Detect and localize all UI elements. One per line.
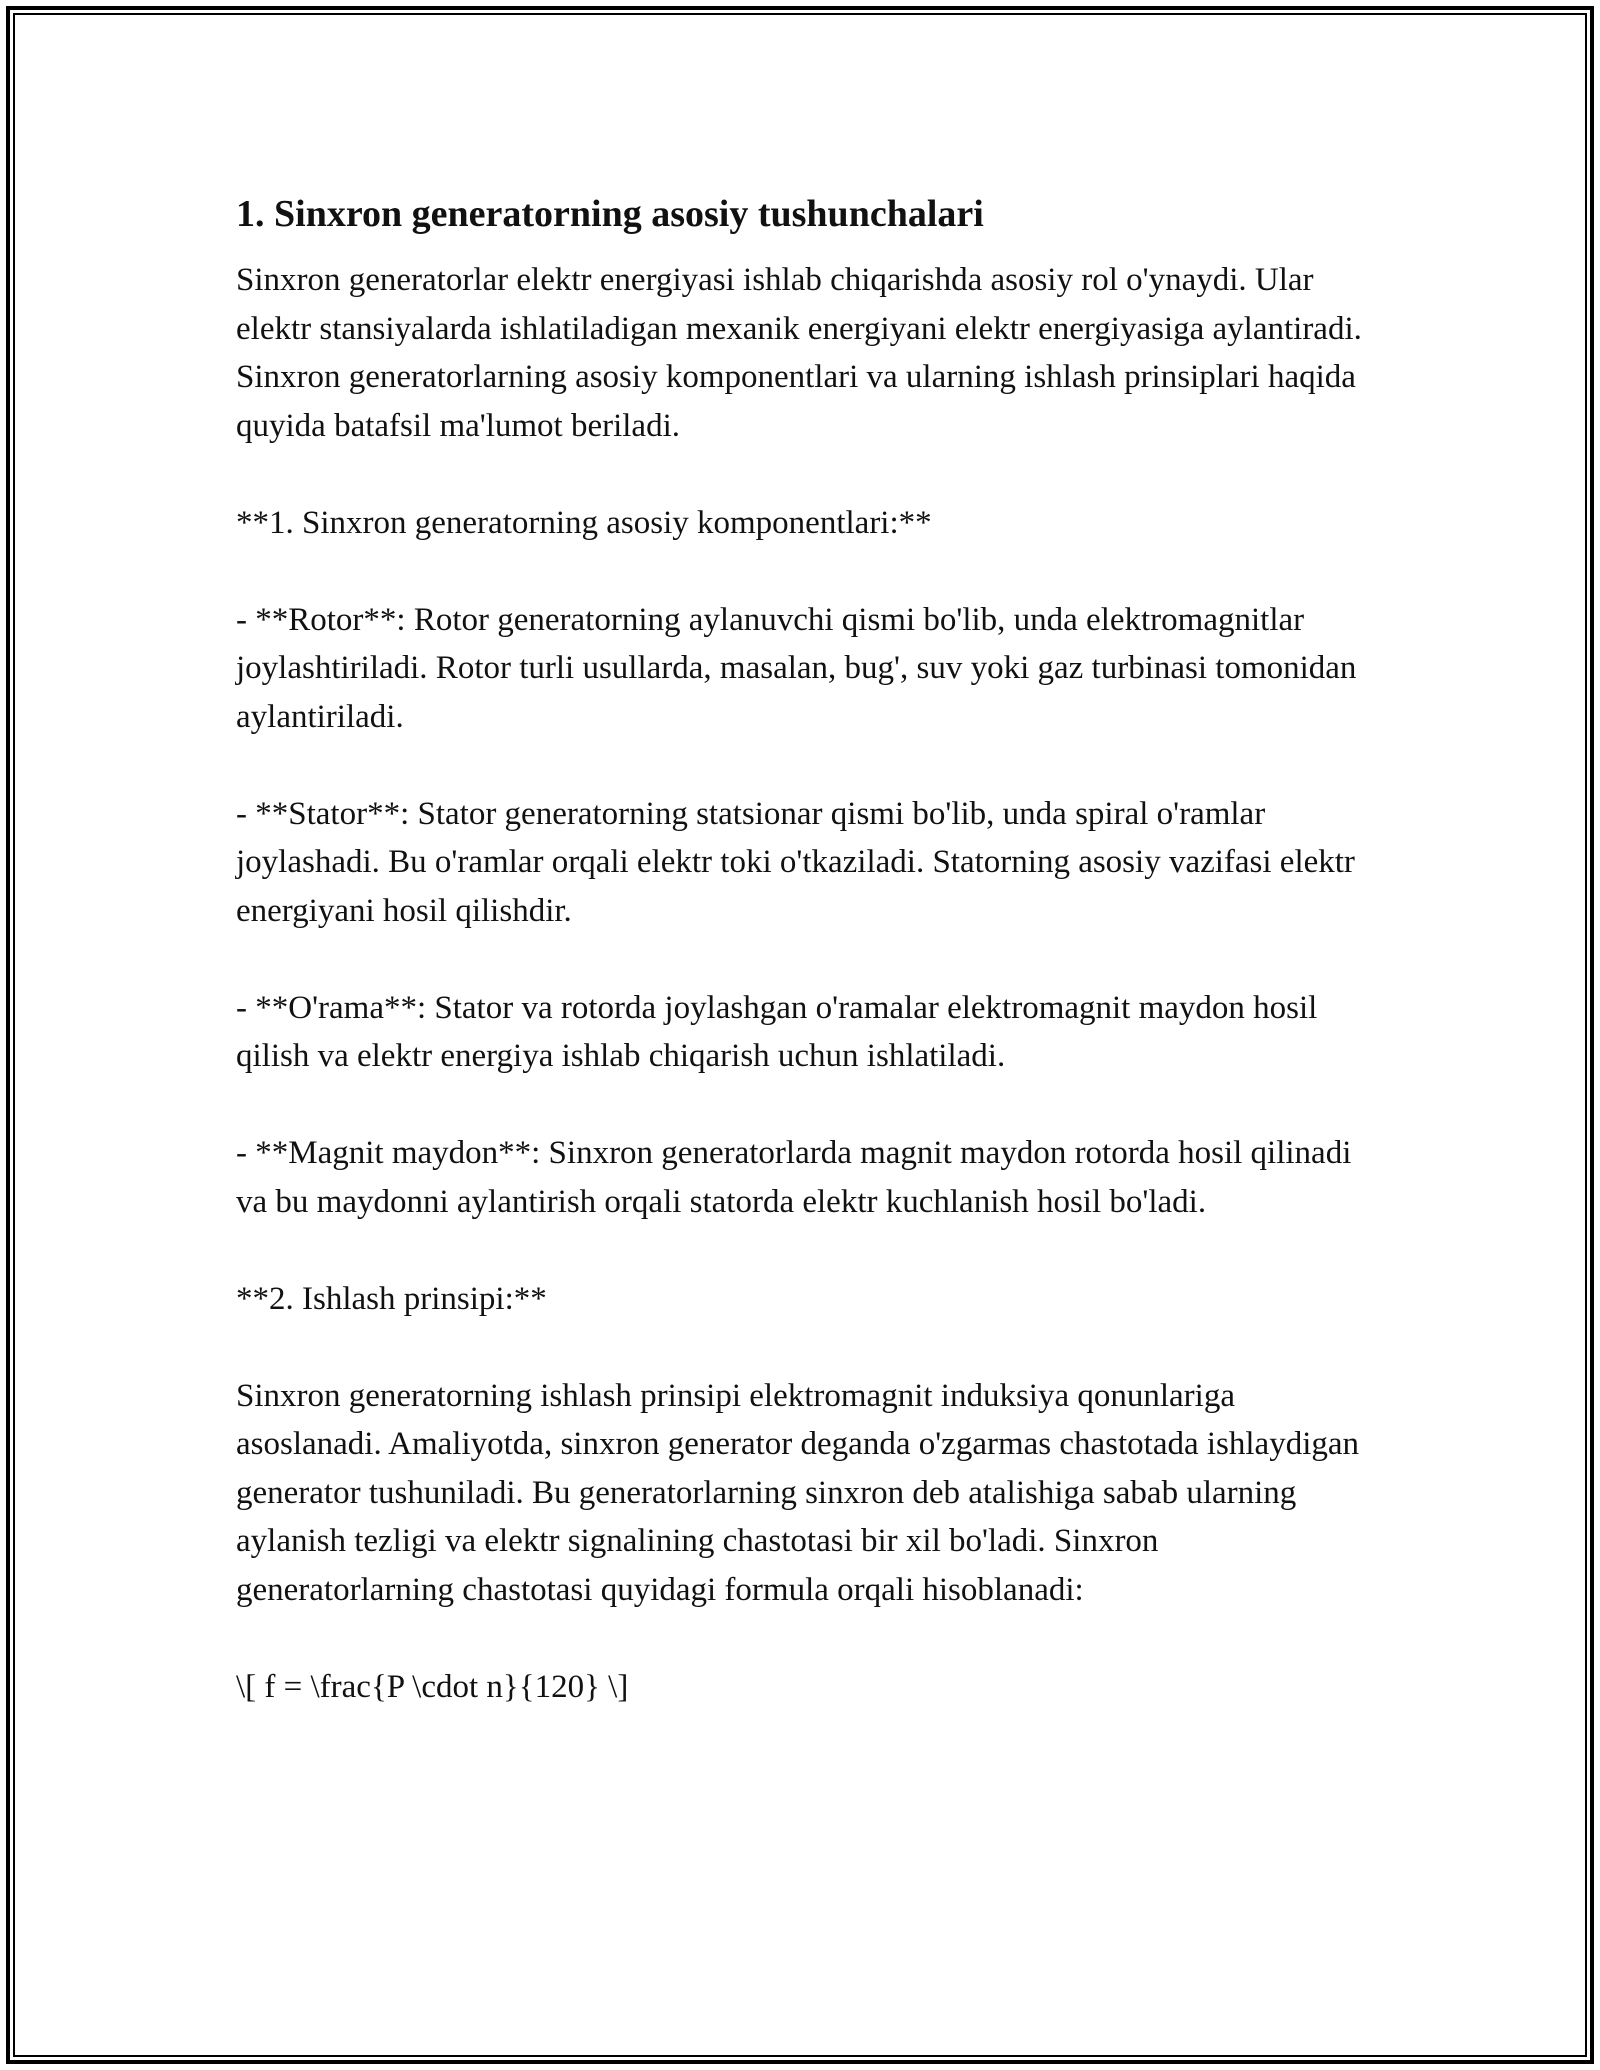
stator-item: - **Stator**: Stator generatorning statsionar qismi bo'lib, unda spiral o'ramlar joylashadi. Bu o'ramlar orqali elektr toki o'tkaziladi. Statorning asosiy vazifasi elektr energiyani hosil qilishdir.	[236, 795, 1355, 929]
section-heading: 1. Sinxron generatorning asosiy tushunchalari	[236, 193, 984, 235]
principle-subheading: **2. Ishlash prinsipi:**	[236, 1280, 547, 1317]
document-body	[236, 188, 1366, 1760]
intro-paragraph: Sinxron generatorlar elektr energiyasi ishlab chiqarishda asosiy rol o'ynaydi. Ular elektr stansiyalarda ishlatiladigan mexanik energiyani elektr energiyasiga aylantiradi. Sinxron generatorlarning asosiy komponentlari va ularning ishlash prinsiplari haqida quyida batafsil ma'lumot beriladi.	[236, 262, 1362, 444]
components-subheading: **1. Sinxron generatorning asosiy komponentlari:**	[236, 504, 932, 541]
principle-paragraph: Sinxron generatorning ishlash prinsipi elektromagnit induksiya qonunlariga asoslanadi. Amaliyotda, sinxron generator deganda o'zgarmas chastotada ishlaydigan generator tushuniladi. Bu generatorlarning sinxron deb atalishiga sabab ularning aylanish tezligi va elektr signalining chastotasi bir xil bo'ladi. Sinxron generatorlarning chastotasi quyidagi formula orqali hisoblanadi:	[236, 1377, 1360, 1608]
rotor-item: - **Rotor**: Rotor generatorning aylanuvchi qismi bo'lib, unda elektromagnitlar joylashtiriladi. Rotor turli usullarda, masalan, bug', suv yoki gaz turbinasi tomonidan aylantiriladi.	[236, 601, 1357, 735]
frequency-formula: \[ f = \frac{P \cdot n}{120} \]	[236, 1668, 629, 1705]
magnetic-field-item: - **Magnit maydon**: Sinxron generatorlarda magnit maydon rotorda hosil qilinadi va bu maydonni aylantirish orqali statorda elektr kuchlanish hosil bo'ladi.	[236, 1135, 1352, 1220]
winding-item: - **O'rama**: Stator va rotorda joylashgan o'ramalar elektromagnit maydon hosil qilish va elektr energiya ishlab chiqarish uchun ishlatiladi.	[236, 989, 1318, 1074]
